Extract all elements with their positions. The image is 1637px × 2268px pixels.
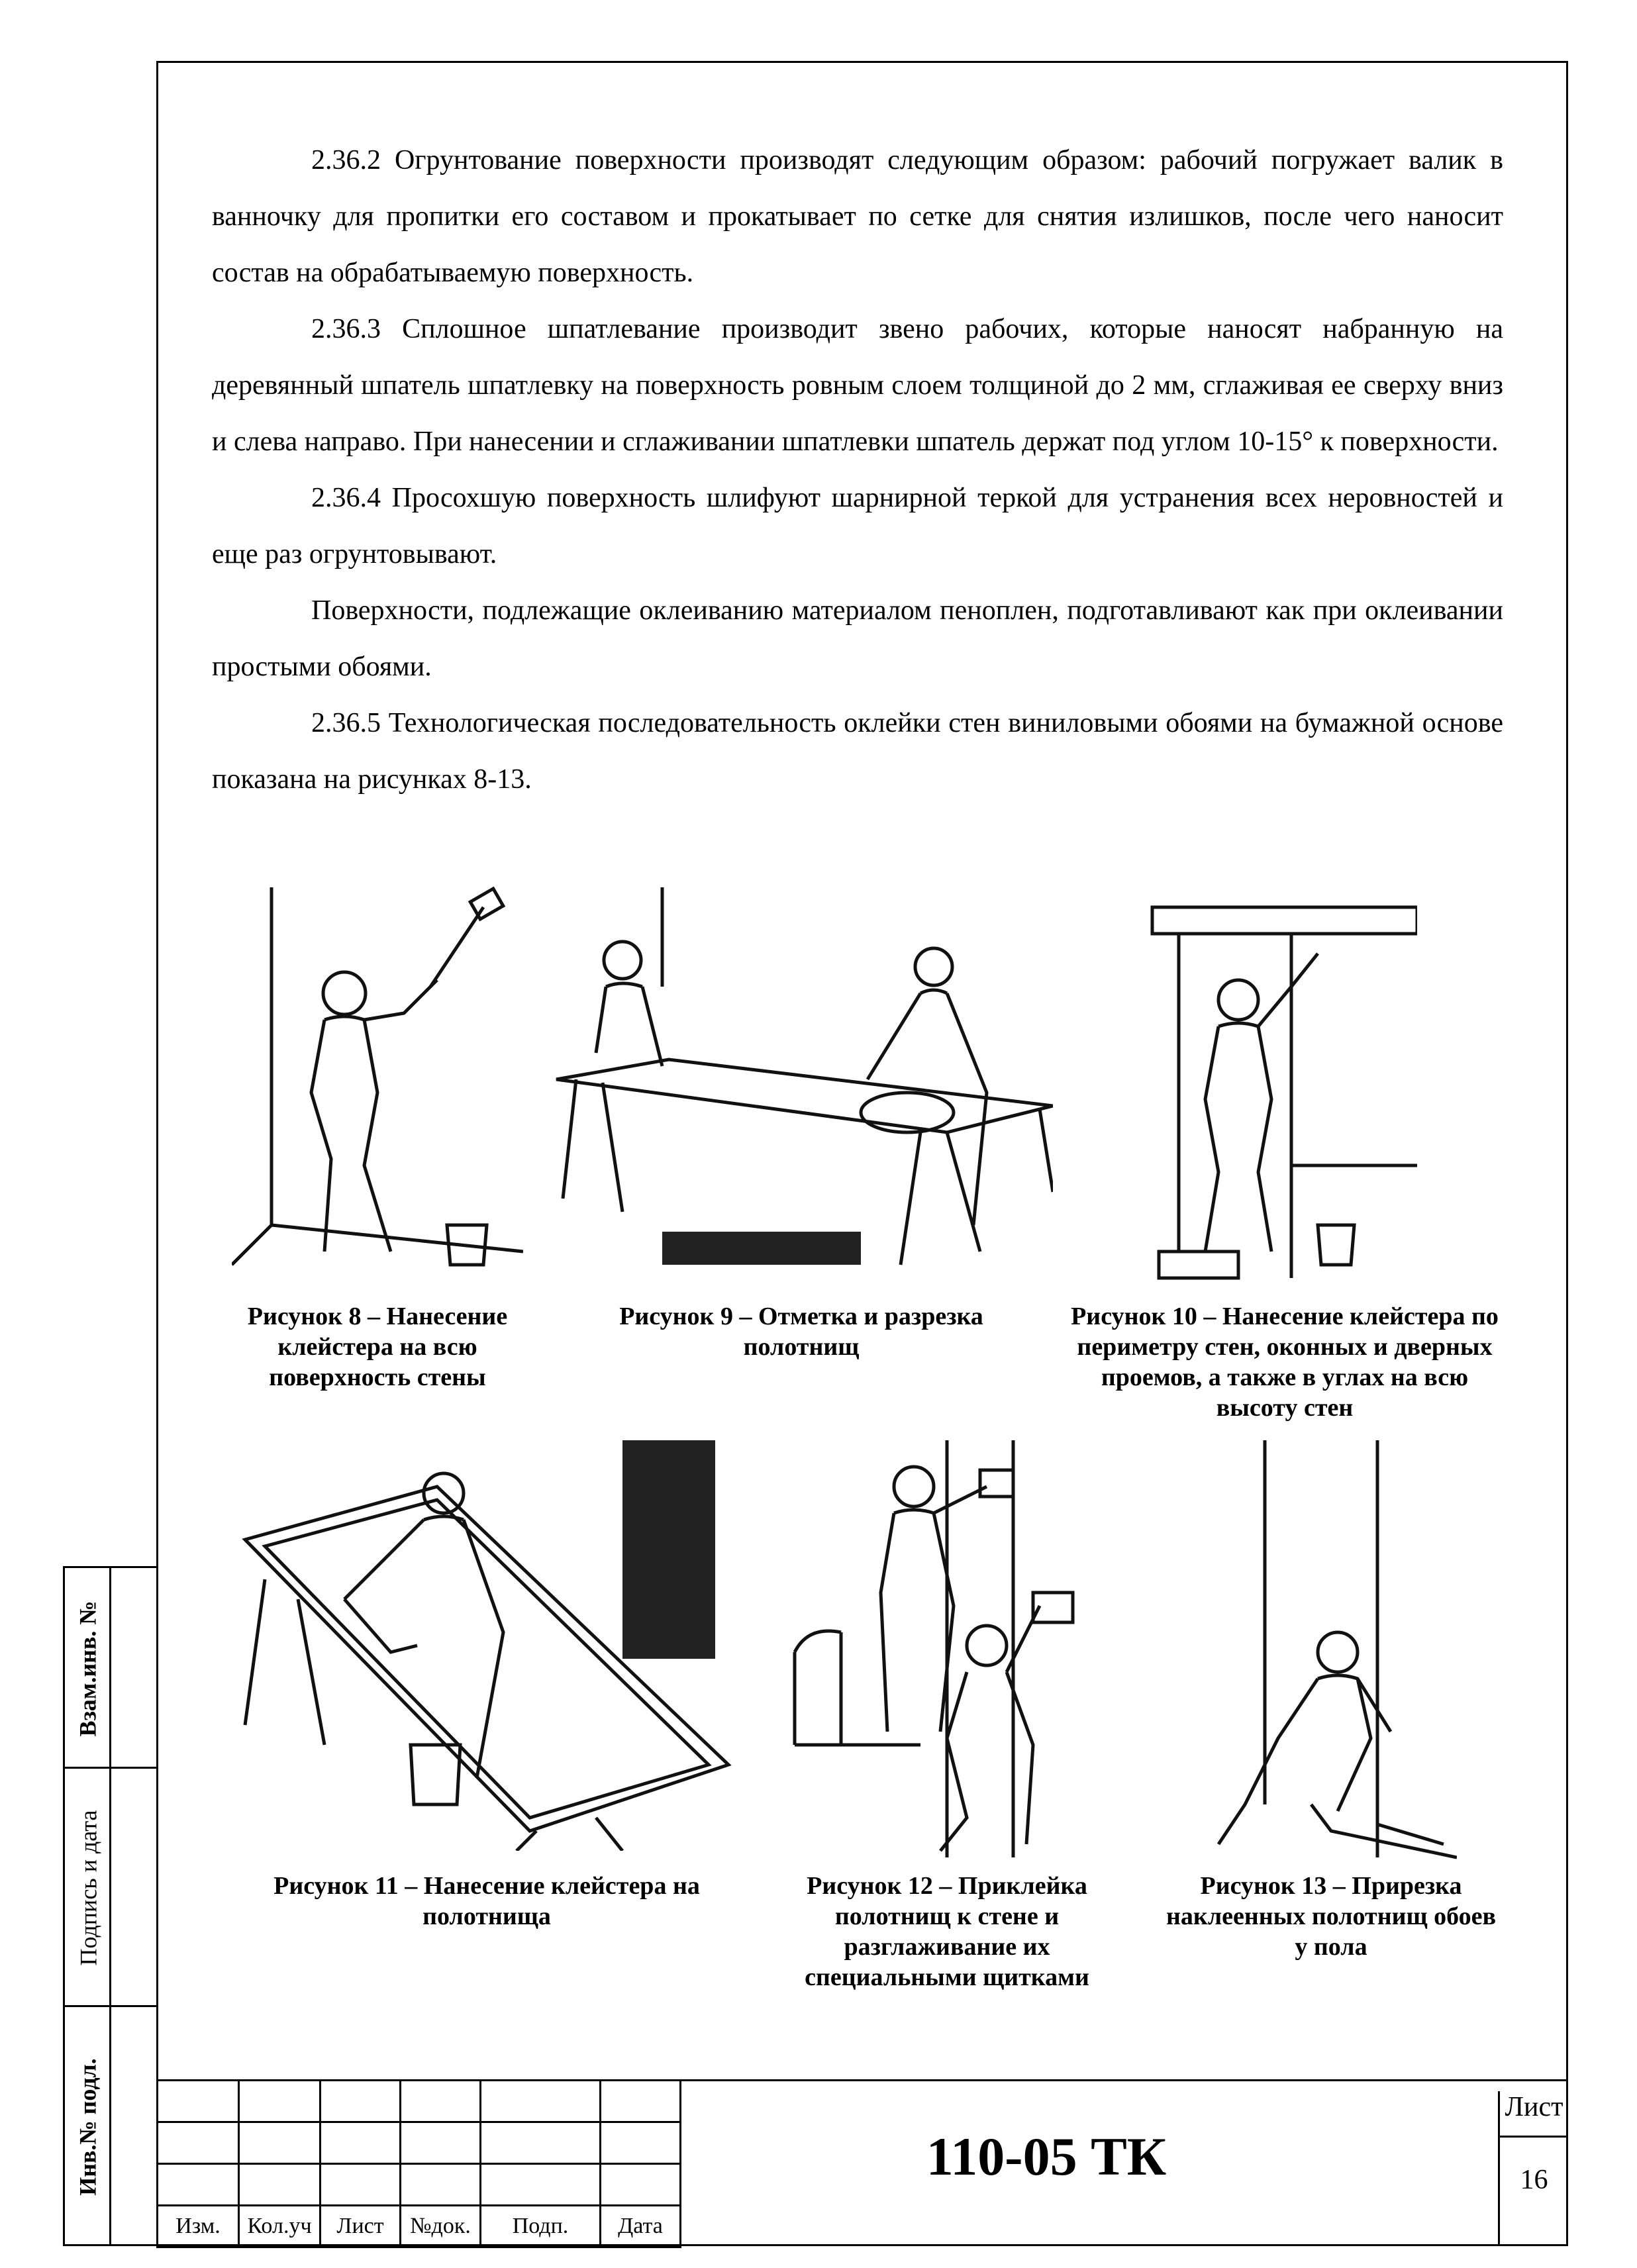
- header-data: Дата: [601, 2206, 681, 2247]
- paragraph: Поверхности, подлежащие оклеиванию материалом пеноплен, подготавливают как при оклеивании простыми обоями.: [212, 595, 1503, 682]
- figure-8-illustration: [232, 881, 523, 1291]
- title-block-top-rule: [156, 2079, 1568, 2081]
- figure-8-caption: Рисунок 8 – Нанесение клейстера на всю поверхность стены: [247, 1303, 508, 1391]
- side-label-sign-date: Подпись и дата: [75, 1810, 102, 1966]
- header-izm: Изм.: [158, 2206, 239, 2247]
- paragraph: 2.36.4 Просохшую поверхность шлифуют шарнирной теркой для устранения всех неровностей и еще раз огрунтовывают.: [212, 483, 1503, 569]
- figure-13-illustration: [1179, 1434, 1457, 1871]
- figure-12-caption: Рисунок 12 – Приклейка полотнищ к стене и разглаживание их специальными щитками: [805, 1872, 1089, 1991]
- figure-10-illustration: [1139, 881, 1417, 1291]
- side-stamp: [63, 1566, 158, 2246]
- header-list: Лист: [321, 2206, 401, 2247]
- paragraph: 2.36.3 Сплошное шпатлевание производит звено рабочих, которые наносят набранную на деревянный шпатель шпатлевку на поверхность ровным слоем толщиной до 2 мм, сглаживая ее сверху вниз и слева направо. При нанесении и сглаживании шпатлевки шпатель держат под углом 10-15° к поверхности.: [212, 314, 1503, 457]
- figure-11-illustration: [225, 1434, 742, 1851]
- sheet-label: Лист: [1498, 2091, 1568, 2138]
- figure-11-caption: Рисунок 11 – Нанесение клейстера на полотнища: [273, 1872, 700, 1930]
- revision-table: [156, 2079, 681, 2248]
- figure-12-illustration: [788, 1434, 1106, 1871]
- figure-13-caption: Рисунок 13 – Прирезка наклеенных полотнищ обоев у пола: [1166, 1872, 1496, 1961]
- figure-9-illustration: [550, 881, 1053, 1291]
- header-kol-uch: Кол.уч: [239, 2206, 321, 2247]
- figure-10-caption: Рисунок 10 – Нанесение клейстера по периметру стен, оконных и дверных проемов, а также в углах на всю высоту стен: [1071, 1303, 1499, 1422]
- header-ndok: №док.: [401, 2206, 481, 2247]
- sheet-number: 16: [1498, 2138, 1568, 2246]
- document-code: 110-05 ТК: [926, 2126, 1167, 2187]
- paragraph: 2.36.2 Огрунтование поверхности производят следующим образом: рабочий погружает валик в ванночку для пропитки его составом и прокатывает по сетке для снятия излишков, после чего наносит состав на обрабатываемую поверхность.: [212, 145, 1503, 288]
- header-podp: Подп.: [481, 2206, 601, 2247]
- paragraph: 2.36.5 Технологическая последовательность оклейки стен виниловыми обоями на бумажной основе показана на рисунках 8-13.: [212, 708, 1503, 795]
- body-text: [212, 132, 1503, 808]
- side-label-inv-orig: Инв.№ подл.: [75, 2057, 102, 2196]
- side-label-replace: Взам.инв. №: [75, 1600, 102, 1737]
- figure-9-caption: Рисунок 9 – Отметка и разрезка полотнищ: [619, 1303, 983, 1361]
